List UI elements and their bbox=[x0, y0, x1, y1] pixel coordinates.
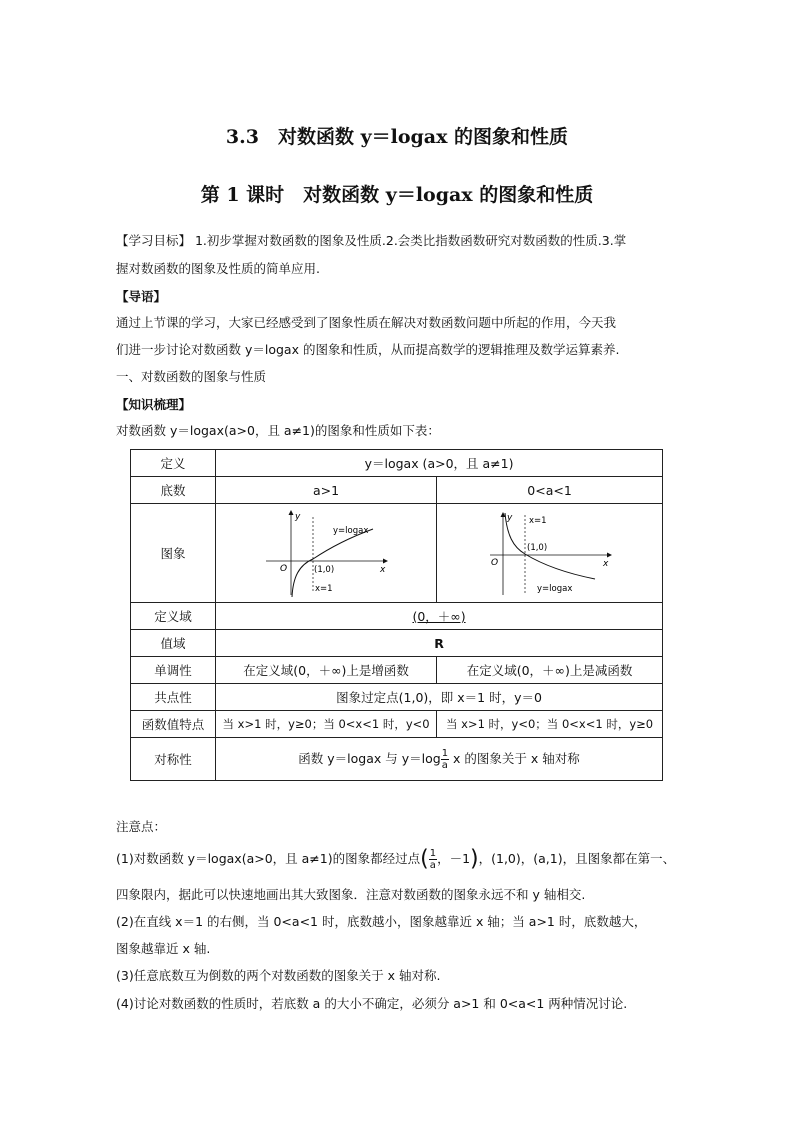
intro-heading: 【导语】 bbox=[116, 289, 167, 304]
intro-line-2: 们进一步讨论对数函数 y＝logax 的图象和性质，从而提高数学的逻辑推理及数学运算素养. bbox=[116, 342, 620, 357]
paren-left: ( bbox=[420, 846, 429, 872]
y-label: y bbox=[506, 513, 512, 523]
values-lt1: 当 x>1 时，y<0；当 0<x<1 时，y≥0 bbox=[437, 711, 663, 738]
definition-value: y＝logax (a>0，且 a≠1) bbox=[216, 450, 663, 477]
table-intro: 对数函数 y＝logax(a>0，且 a≠1)的图象和性质如下表： bbox=[116, 423, 440, 438]
note-1-fraction bbox=[429, 848, 437, 871]
intro-line-1: 通过上节课的学习，大家已经感受到了图象性质在解决对数函数问题中所起的作用，今天我 bbox=[116, 315, 617, 330]
range-value: R bbox=[216, 630, 663, 657]
table-row bbox=[131, 738, 663, 781]
table-row bbox=[131, 450, 663, 477]
note-3: (3)任意底数互为倒数的两个对数函数的图象关于 x 轴对称. bbox=[116, 968, 441, 983]
fraction-numerator: 1 bbox=[441, 747, 449, 759]
row-label-common-point: 共点性 bbox=[131, 684, 216, 711]
row-label-symmetry: 对称性 bbox=[131, 738, 216, 781]
x-label: x bbox=[380, 565, 386, 575]
mono-lt1: 在定义域(0，＋∞)上是减函数 bbox=[437, 657, 663, 684]
table-row bbox=[131, 657, 663, 684]
note-2-line-1: (2)在直线 x＝1 的右侧，当 0<a<1 时，底数越小，图象越靠近 x 轴；当 a>1 时，底数越大， bbox=[116, 914, 647, 929]
row-label-values: 函数值特点 bbox=[131, 711, 216, 738]
table-row bbox=[131, 684, 663, 711]
objectives-line-2: 握对数函数的图象及性质的简单应用. bbox=[116, 261, 320, 276]
notes-heading: 注意点： bbox=[116, 819, 167, 834]
section-heading: 一、对数函数的图象与性质 bbox=[116, 369, 267, 384]
properties-table bbox=[130, 449, 663, 781]
curve-label: y=logax bbox=[536, 584, 572, 594]
fraction-denominator: a bbox=[429, 860, 436, 871]
paren-right: ) bbox=[470, 846, 479, 872]
graph-increasing bbox=[261, 507, 391, 599]
row-label-base: 底数 bbox=[131, 477, 216, 504]
symmetry-value bbox=[216, 738, 663, 781]
note-2-line-2: 图象越靠近 x 轴. bbox=[116, 941, 211, 956]
mono-gt1: 在定义域(0，＋∞)上是增函数 bbox=[216, 657, 437, 684]
symmetry-prefix: 函数 y＝logax 与 y＝log bbox=[298, 750, 441, 766]
common-point-value: 图象过定点(1,0)，即 x＝1 时，y＝0 bbox=[216, 684, 663, 711]
x-arrow bbox=[607, 553, 612, 558]
note-1-text-a: (1)对数函数 y＝logax(a>0，且 a≠1)的图象都经过点 bbox=[116, 851, 421, 866]
domain-value: (0，＋∞) bbox=[216, 603, 663, 630]
table-row bbox=[131, 630, 663, 657]
base-lt1: 0<a<1 bbox=[437, 477, 663, 504]
graph-decreasing-cell bbox=[437, 504, 663, 603]
y-label: y bbox=[295, 512, 301, 522]
values-gt1: 当 x>1 时，y≥0；当 0<x<1 时，y<0 bbox=[216, 711, 437, 738]
graph-decreasing bbox=[485, 507, 615, 599]
x-arrow bbox=[383, 559, 388, 564]
note-1-line-1 bbox=[116, 848, 675, 871]
symmetry-suffix: x 的图象关于 x 轴对称 bbox=[449, 750, 580, 766]
x-label: x bbox=[602, 559, 608, 569]
page-title: 3.3 对数函数 y＝logax 的图象和性质 bbox=[225, 126, 569, 148]
row-label-monotonicity: 单调性 bbox=[131, 657, 216, 684]
note-4: (4)讨论对数函数的性质时，若底数 a 的大小不确定，必须分 a>1 和 0<a<1 两种情况讨论. bbox=[116, 996, 628, 1011]
symmetry-base-fraction bbox=[441, 748, 449, 771]
point-label: (1,0) bbox=[526, 543, 547, 553]
asymptote-label: x=1 bbox=[528, 516, 547, 526]
table-row bbox=[131, 603, 663, 630]
base-gt1: a>1 bbox=[216, 477, 437, 504]
table-row bbox=[131, 711, 663, 738]
row-label-definition: 定义 bbox=[131, 450, 216, 477]
knowledge-heading: 【知识梳理】 bbox=[116, 397, 192, 412]
note-1-line-2: 四象限内，据此可以快速地画出其大致图象．注意对数函数的图象永远不和 y 轴相交. bbox=[116, 887, 586, 902]
note-1-text-b: ，(1,0)，(a,1)，且图象都在第一、 bbox=[478, 851, 676, 866]
y-arrow bbox=[289, 510, 294, 515]
table-row bbox=[131, 504, 663, 603]
origin-label: O bbox=[490, 558, 498, 568]
row-label-domain: 定义域 bbox=[131, 603, 216, 630]
lesson-title: 第 1 课时 对数函数 y＝logax 的图象和性质 bbox=[200, 184, 594, 206]
row-label-graph: 图象 bbox=[131, 504, 216, 603]
table-row bbox=[131, 477, 663, 504]
log-curve bbox=[505, 513, 595, 579]
fraction-numerator: 1 bbox=[429, 848, 437, 859]
fraction-denominator: a bbox=[441, 759, 448, 771]
graph-increasing-cell bbox=[216, 504, 437, 603]
note-1-after-fraction: ，－1 bbox=[437, 851, 471, 866]
point-label: (1,0) bbox=[314, 565, 335, 575]
curve-label: y=logax bbox=[333, 526, 369, 536]
origin-label: O bbox=[280, 564, 288, 574]
objectives-line-1: 【学习目标】 1.初步掌握对数函数的图象及性质.2.会类比指数函数研究对数函数的性质.3.掌 bbox=[116, 233, 627, 248]
row-label-range: 值域 bbox=[131, 630, 216, 657]
asymptote-label: x=1 bbox=[315, 584, 333, 594]
